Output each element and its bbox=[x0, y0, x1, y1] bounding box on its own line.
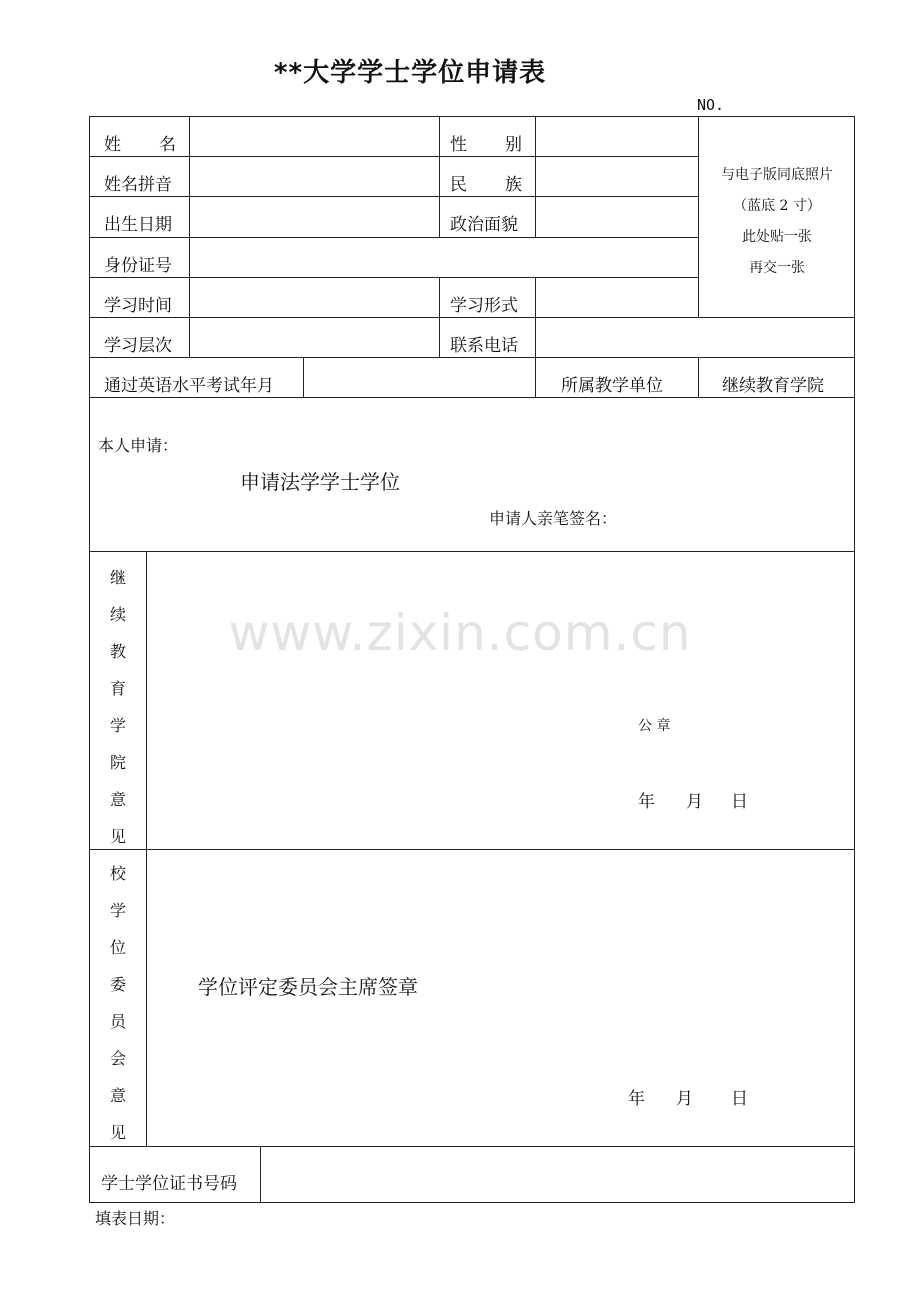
id-number-label: 身份证号 bbox=[104, 256, 172, 276]
photo-note-line: 再交一张 bbox=[749, 260, 805, 276]
college-date-month: 月 bbox=[686, 792, 703, 812]
college-opinion-label: 继 续 教 育 学 院 意 见 bbox=[109, 568, 126, 846]
name-label: 姓 名 bbox=[104, 135, 176, 155]
row-divider bbox=[89, 196, 699, 197]
column-divider bbox=[439, 277, 440, 357]
row-divider bbox=[89, 397, 855, 398]
gender-label: 性 别 bbox=[450, 135, 522, 155]
applicant-signature-label: 申请人亲笔签名： bbox=[489, 509, 618, 528]
fill-date-label: 填表日期： bbox=[95, 1209, 176, 1228]
column-divider bbox=[189, 116, 190, 357]
study-level-label: 学习层次 bbox=[104, 336, 172, 356]
committee-date-year: 年 bbox=[628, 1089, 645, 1109]
row-divider bbox=[89, 357, 855, 358]
college-date-year: 年 bbox=[638, 792, 655, 812]
row-divider bbox=[89, 849, 855, 850]
college-date-day: 日 bbox=[731, 792, 748, 812]
application-label: 本人申请： bbox=[98, 436, 179, 455]
row-divider bbox=[89, 317, 855, 318]
row-divider bbox=[89, 277, 699, 278]
ethnicity-label: 民 族 bbox=[450, 175, 522, 195]
column-divider bbox=[698, 357, 699, 397]
column-divider bbox=[260, 1146, 261, 1203]
teaching-unit-label: 所属教学单位 bbox=[561, 376, 663, 396]
row-divider bbox=[89, 156, 699, 157]
application-content: 申请法学学士学位 bbox=[240, 470, 400, 494]
english-exam-label: 通过英语水平考试年月 bbox=[104, 376, 274, 396]
form-number-label: NO. bbox=[697, 96, 725, 114]
column-divider bbox=[535, 116, 536, 237]
photo-placeholder bbox=[699, 160, 855, 284]
committee-opinion-label: 校 学 位 委 员 会 意 见 bbox=[109, 864, 126, 1142]
row-divider bbox=[89, 1146, 855, 1147]
column-divider bbox=[535, 277, 536, 397]
column-divider bbox=[303, 357, 304, 397]
photo-note-line: 此处贴一张 bbox=[742, 229, 812, 245]
political-status-label: 政治面貌 bbox=[450, 215, 518, 235]
photo-note-line: （蓝底 2 寸） bbox=[733, 198, 821, 214]
pinyin-label: 姓名拼音 bbox=[104, 175, 172, 195]
committee-date-month: 月 bbox=[676, 1089, 693, 1109]
study-period-label: 学习时间 bbox=[104, 296, 172, 316]
teaching-unit-value: 继续教育学院 bbox=[722, 376, 824, 396]
committee-date-day: 日 bbox=[731, 1089, 748, 1109]
form-title: **大学学士学位申请表 bbox=[273, 58, 547, 88]
phone-label: 联系电话 bbox=[450, 336, 518, 356]
official-seal-label: 公 章 bbox=[638, 718, 671, 734]
study-form-label: 学习形式 bbox=[450, 296, 518, 316]
row-divider bbox=[89, 237, 699, 238]
row-divider bbox=[89, 551, 855, 552]
certificate-number-label: 学士学位证书号码 bbox=[101, 1174, 237, 1194]
photo-note-line: 与电子版同底照片 bbox=[721, 167, 833, 183]
column-divider bbox=[439, 116, 440, 237]
committee-chair-signature-label: 学位评定委员会主席签章 bbox=[198, 975, 418, 999]
watermark: www.zixin.com.cn bbox=[228, 604, 692, 662]
birthdate-label: 出生日期 bbox=[104, 215, 172, 235]
